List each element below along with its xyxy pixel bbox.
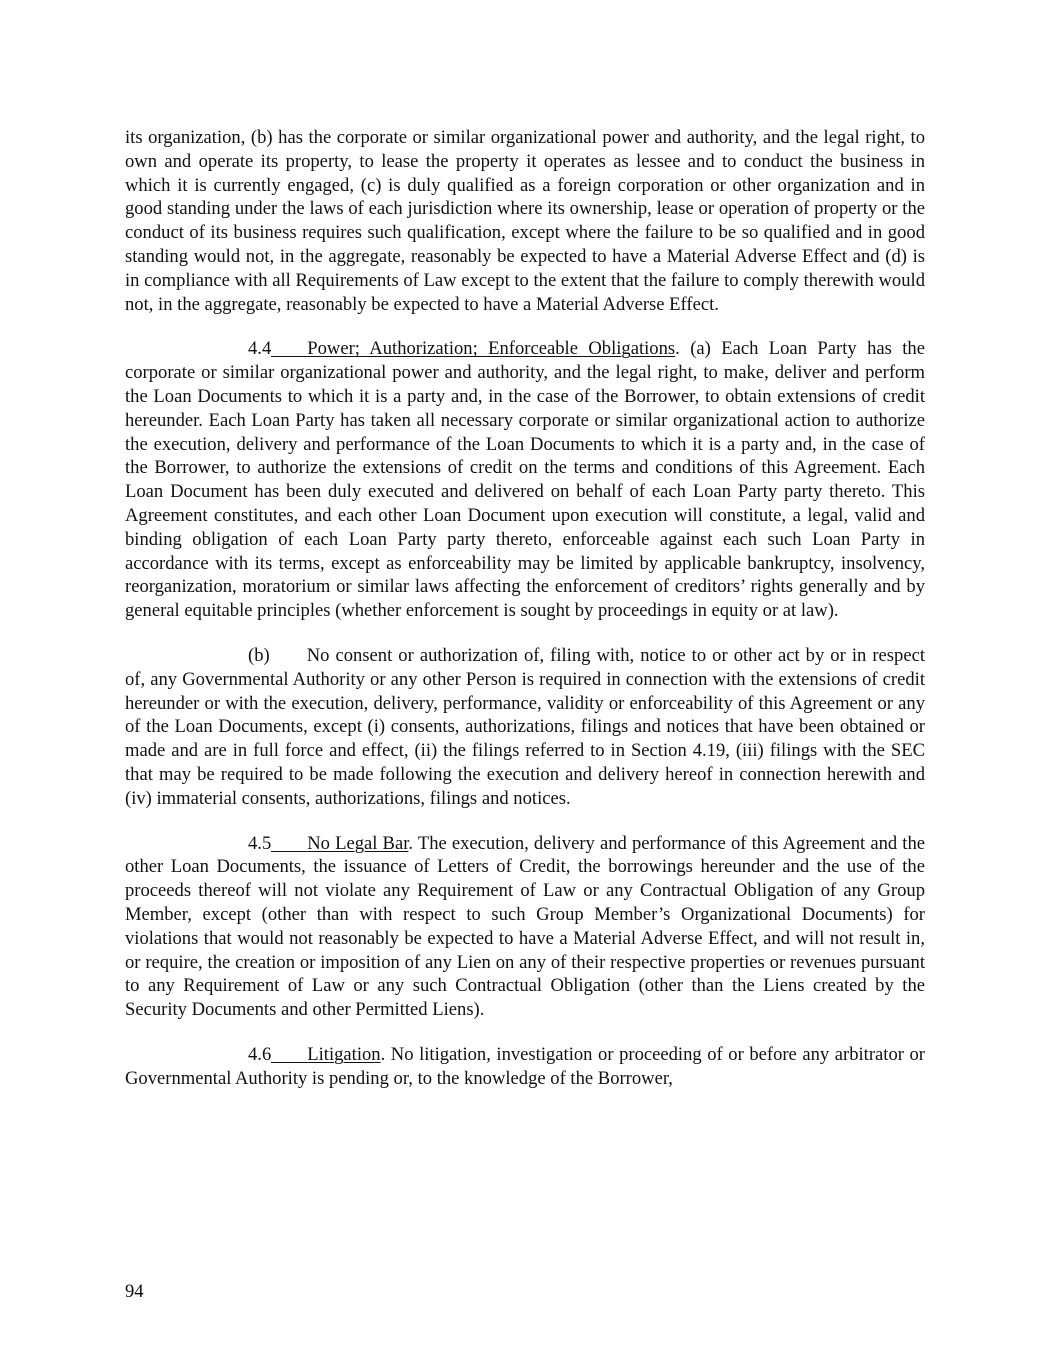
section-4-4-paragraph	[125, 337, 925, 623]
subsection-label: (b)	[248, 644, 270, 666]
section-body: . No litigation, investigation or proceeding of or before any arbitrator or Governmental Authority is pending or, to the knowledge of the Borrower,	[125, 1043, 925, 1089]
continuation-paragraph: its organization, (b) has the corporate or similar organizational power and authority, and the legal right, to own and operate its property, to lease the property it operates as lessee and to conduct the business in which it is currently engaged, (c) is duly qualified as a foreign corporation or other organization and in good standing under the laws of each jurisdiction where its ownership, lease or operation of property or the conduct of its business requires such qualification, except where the failure to be so qualified and in good standing would not, in the aggregate, reasonably be expected to have a Material Adverse Effect and (d) is in compliance with all Requirements of Law except to the extent that the failure to comply therewith would not, in the aggregate, reasonably be expected to have a Material Adverse Effect.	[125, 127, 925, 315]
section-number: 4.4	[248, 338, 272, 360]
subsection-body: No consent or authorization of, filing with, notice to or other act by or in respect of, any Governmental Authority or any other Person is required in connection with the extensions of credit hereunder or with the execution, delivery, performance, validity or enforceability of this Agreement or any of the Loan Documents, except (i) consents, authorizations, filings and notices that have been obtained or made and are in full force and effect, (ii) the filings referred to in Section 4.19, (iii) filings with the SEC that may be required to be made following the execution and delivery hereof in connection herewith and (iv) immaterial consents, authorizations, filings and notices.	[125, 644, 925, 809]
section-heading: Litigation	[307, 1043, 381, 1065]
page-number: 94	[125, 1281, 144, 1302]
section-body: . (a) Each Loan Party has the corporate or similar organizational power and authority, and the legal right, to make, deliver and perform the Loan Documents to which it is a party and, in the case of the Borrower, to obtain extensions of credit hereunder. Each Loan Party has taken all necessary corporate or similar organizational action to authorize the execution, delivery and performance of the Loan Documents to which it is a party and, in the case of the Borrower, to authorize the extensions of credit on the terms and conditions of this Agreement. Each Loan Document has been duly executed and delivered on behalf of each Loan Party party thereto. This Agreement constitutes, and each other Loan Document upon execution will constitute, a legal, valid and binding obligation of each Loan Party party thereto, enforceable against each such Loan Party in accordance with its terms, except as enforceability may be limited by applicable bankruptcy, insolvency, reorganization, moratorium or similar laws affecting the enforcement of creditors’ rights generally and by general equitable principles (whether enforcement is sought by proceedings in equity or at law).	[125, 338, 925, 622]
section-body: . The execution, delivery and performance of this Agreement and the other Loan Documents, the issuance of Letters of Credit, the borrowings hereunder and the use of the proceeds thereof will not violate any Requirement of Law or any Contractual Obligation of any Group Member, except (other than with respect to such Group Member’s Organizational Documents) for violations that would not reasonably be expected to have a Material Adverse Effect, and will not result in, or require, the creation or imposition of any Lien on any of their respective properties or revenues pursuant to any Requirement of Law or any such Contractual Obligation (other than the Liens created by the Security Documents and other Permitted Liens).	[125, 832, 926, 1021]
section-number: 4.5	[248, 832, 272, 854]
subsection-b-paragraph	[125, 644, 925, 811]
section-heading: Power; Authorization; Enforceable Obligations	[307, 338, 676, 360]
document-page	[125, 126, 925, 1111]
section-4-5-paragraph	[125, 832, 925, 1022]
section-number: 4.6	[248, 1043, 272, 1065]
section-4-6-paragraph	[125, 1043, 925, 1091]
section-heading: No Legal Bar	[307, 832, 409, 854]
